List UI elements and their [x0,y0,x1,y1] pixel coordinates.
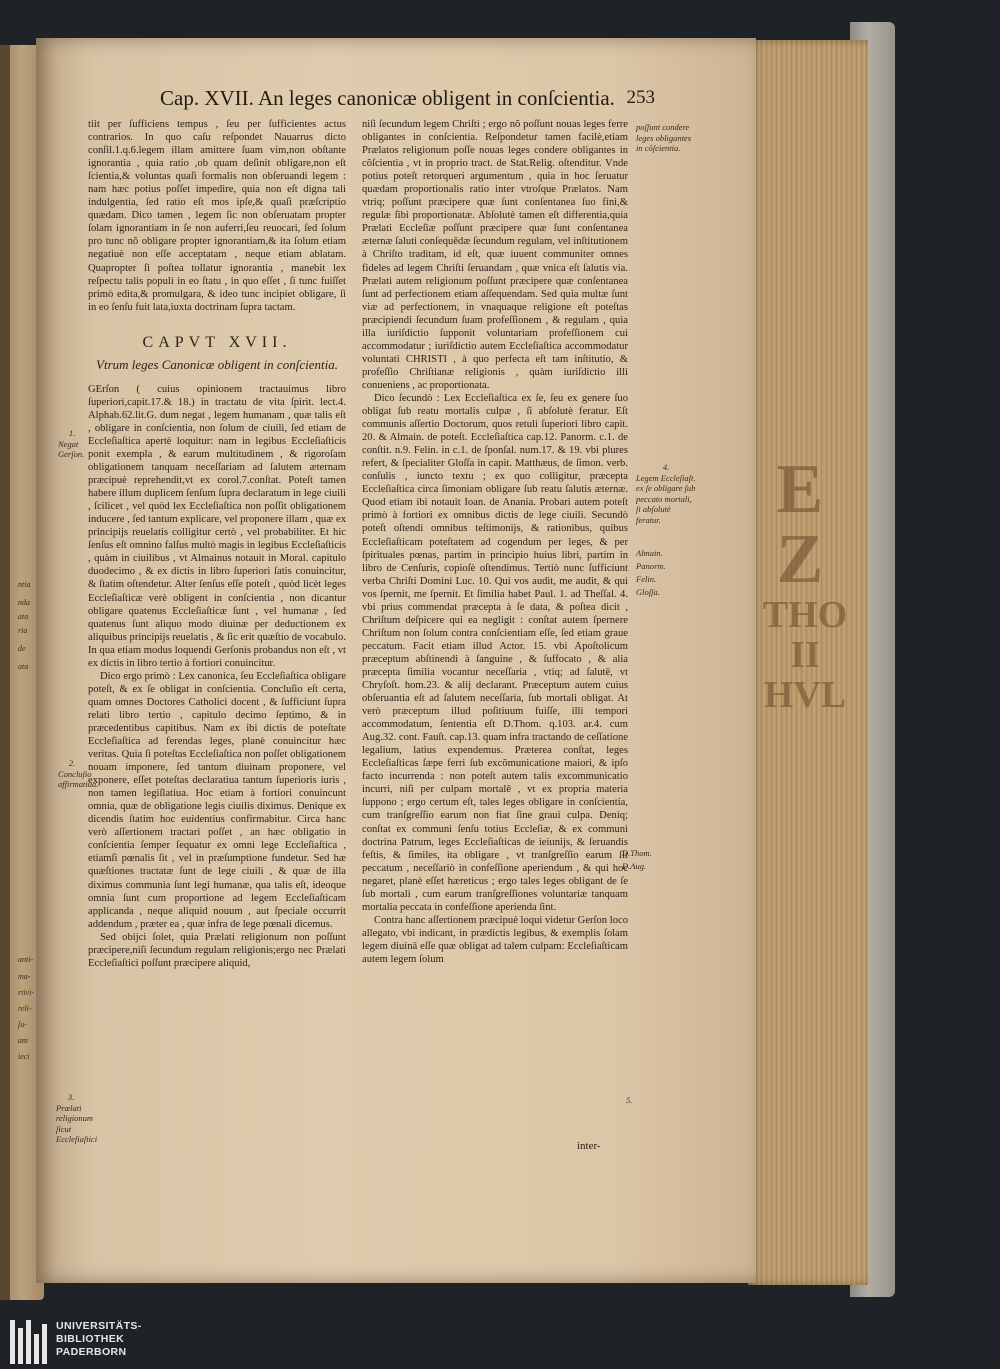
facing-page-fragment: ria [18,626,28,635]
running-header [160,86,680,110]
text-column-left [88,118,346,970]
text-column-right [362,118,628,966]
facing-page-fragment: ata [18,662,29,671]
facing-page-fragment: ieci [18,1052,30,1061]
facing-page-fragment: am [18,1036,28,1045]
margin-note: D.Thom. [622,848,652,858]
facing-page-fragment: nda [18,598,30,607]
facing-page-fragment: ma- [18,972,31,981]
bleed-through-lettering: E Z THO II HVL [762,451,848,716]
margin-note: poſſunt condere leges obligantes in cõſcientia. [636,122,692,153]
library-name: UNIVERSITÄTS- BIBLIOTHEK PADERBORN [56,1320,142,1358]
chapter-subtitle: Vtrum leges Canonicæ obligent in conſcientia. [96,356,338,372]
facing-page-fragment: reli- [18,1004,32,1013]
margin-note: Gloſſa. [636,587,660,597]
facing-page-fragment: anti- [18,955,34,964]
facing-page-fragment: rtivi- [18,988,34,997]
margin-note: D.Aug. [622,861,647,871]
margin-note: 5. [626,1095,633,1105]
library-logo-icon [10,1318,50,1364]
margin-note: Panorm. [636,561,666,571]
paragraph: Dico ergo primò : Lex canonica, ſeu Eccleſiaſtica obligare poteſt, & ex ſe obligat in conſcientia. Concluſio eſt certa, quam omnes Doctores Catholici docent , & ſufficiunt ſupra relati libro tertio , capitulo decimo ſeptimo, & in præcedentibus capitibus. Nam ex ibi dictis de poteſtate Eccleſiaſtica ad ferendas leges, planè conuincitur hæc veritas. Quia ſi poteſtas Eccleſiaſtica non poſſet obligationem nouam imponere, ſed tantum diuinam proponere, vel exponere, eſſet poteſtas declaratiua tantum ſuperioris iuris , non tamen legiſlatiua. Hoc etiam à fortiori conuincunt omnia, quæ de obligatione legis ciuilis diximus. Denique ex dicendis ſtatim hoc euidentius confirmabitur. Circa hanc verò aſſertionem tractari poſſet , an hæc obligatio in conſcientia ſemper ſequatur ex omni lege Eccleſiaſtica , etiamſi pœnalis ſit , vel in præſumptione fundetur. Sed hæ quæſtiones tractatæ ſunt de lege ciuili , & quæ de illa diximus communia ſunt legi humanæ, qua talis eſt, ideoque omnia ſunt cum proportione ad legem Eccleſiaſticam applicanda , neque aliquid nouum , aut ſpeciale occurrit addendum , præter ea , quæ infra de lege pœnali dicemus. [88,670,346,930]
facing-page-fragment: ntia [18,580,31,589]
margin-note: 1. Negat Gerſon. [58,428,85,459]
margin-note: 3. Prælati religionum ſicut Eccleſiaſtici [56,1092,98,1144]
facing-page-gutter [0,45,10,1300]
paragraph: niſi ſecundum legem Chriſti ; ergo nõ poſſunt nouas leges ferre obligantes in conſcientia. Reſpondetur tamen facilè,etiam Prælatos religionum poſſe nouas leges condere obligantes in cõſcientia , vt in proprio tract. de Stat.Relig. oſtenditur. Vnde potius poteſt retorqueri argumentum , quia in hoc ſeruatur quædam proportionalis ratio inter vtroſque Prælatos. Nam vtriq; poſſunt præcipere quæ ſunt conſentanea ſuo fini,& regulæ ſibi proportionatæ. Abſolutè tamen eſt differentia,quia Prælati Eccleſiæ poſſunt præcipere quæ ſunt conſentanea æternæ ſaluti conſequēdæ ſecundum regulam, vel inſtitutionem à Chriſto traditam, id eſt, quæ iuuent communiter omnes fideles ad legem Chriſti ſeruandam , quæ vnica eſt ſalutis via. Prælati autem religionum poſſunt præcipere quæ conſentanea ſunt ad perfectionem etiam aſſequendam. Sed quia multæ ſunt viæ ad perfectionem, in vnaquaque religione eſt poteſtas præcipiendi ſecundum ſuam profeſſionem , & regulam , quia illa iuriſdictio ſupponit voluntariam profeſſionem cui accommodatur ; iuriſdictio autem Eccleſiaſtica accommodatur voluntati CHRISTI , à quo perfecta eſt tam inſtitutio, & profeſſio Chriſtianæ religionis , quàm iuriſdictio illi conueniens , ac proportionata. [362,119,628,391]
paragraph: GErſon ( cuius opinionem tractauimus libro ſuperiori,capit.17.& 18.) in tractatu de vita ſpirit. lect.4. Alphab.62.lit.G. dum negat , legem humanam , quæ talis eſt , obligare in conſcientia, non ſolum de ciuili, ſed etiam de Eccleſiaſtica apertè loquitur: nam in legibus Eccleſiaſticis ponit exempla , & earum multitudinem , & rigoroſam obligationem tanquam neceſſariam ad ſalutem æternam præcipuè reprehendit,vt ex corol.7.conſtat. Poteſt tamen habere illum duplicem ſenſum ſupra declaratum in lege ciuili , ſcilicet , vel quòd lex Eccleſiaſtica non poſſit obligationem inducere , ſed tantum explicare, vel proponere illam , quæ ex principijs reuelatis colligitur certò , vel probabiliter. Et hic ſenſus eſt omnino falſus multò magis in legibus Eccleſiaſticis , quàm in ciuilibus , vt Almainus notauit in Moral. capitulo duodecimo , & ex dictis in libro ſuperiori ſatis conuincitur, & ſtatim oſtendetur. Alter ſenſus eſſe poteſt , quòd licèt leges Eccleſiaſticæ verè obligent in conſcientia , non dicantur obligare quatenus Eccleſiaſticæ ſunt , vel humanæ , ſed quatenus ſunt aliquo modo diuinæ per deductionem ex aliquibus principijs reuelatis , & ſic erit quæſtio de vocabulo. In qua etiam modus loquendi Gerſonis probandus non eſt , vt ex dictis in libro tertio à fortiori conuincitur. [88,383,346,669]
running-title: Cap. XVII. An leges canonicæ obligent in conſcientia. [160,86,615,110]
paragraph: Contra hanc aſſertionem præcipuè loqui videtur Gerſon loco allegato, vbi indicant, in prædictis legibus, & exemplis ſolam legem diuinā eſſe quæ obligat ad talem culpam: Eccleſiaſticam autem legem ſolum [362,914,628,965]
paragraph: Sed obijci ſolet, quia Prælati religionum non poſſunt præcipere,niſi ſecundum regulam religionis;ergo nec Prælati Eccleſiaſtici poſſunt præcipere aliquid, [88,931,346,969]
facing-page-fragment: ata [18,612,29,621]
margin-note: Felin. [636,574,657,584]
margin-note: 4. Legem Eccleſiaſt. ex ſe obligare ſub peccato mortali, ſi abſolutè feratur. [636,462,696,525]
facing-page-fragment: de [18,644,26,653]
paragraph: tiit per ſufficiens tempus , ſeu per ſufficientes actus contrarios. In quo caſu reſpondet Nauarrus dicto conſil.1.q.6.legem illam amittere ſuam vim,non obſtante ignorantia , quia ratio ,ob quam deſinit obligare,non eſt ſcientia,& voluntas quaſi formalis non obſeruandi legem : nam hæc potius poſſet impedire, quia non eſt digna tali indulgentia, ſed ratio eſt mos ipſe,& quaſi præſcriptio quædam. Dico tamen , legem ſic non obſeruatam propter ſolam ignorantiam in ſe non auferri,ſeu reuocari, ſed ſolum pro tunc nõ obligare propter ignorantiam,& ita ſolum etiam negatiuè non eſſe acceptatam , neque etiam ablatam. Quapropter ſi poſtea tollatur ignorantia , manebit lex reſpectu talis populi in eo ſtatu , in quo eſſet , ſi tunc fuiſſet primò edita,& promulgara, & ideo tunc incipiet obligare, ſi in eo ſenſu fuit lata,iuxta doctrinam ſupra tactam. [88,119,346,313]
catchword: inter- [577,1140,601,1152]
paragraph: Dico ſecundò : Lex Eccleſiaſtica ex ſe, ſeu ex genere ſuo obligat ſub reatu mortalis culpæ , ſi abſolutè feratur. Eſt communis aſſertio Doctorum, quos retuli ſuperiori libro capit. 20. & Almain. de poteſt. Eccleſiaſtica cap.12. Panorm. c.1. de conſtit. n.9. Felin. in c.1. de ſponſal. num.17. & 19. vbi plures refert, & ſpecialiter Gloſſa in capit. Matthæus, de ſimon. verb. conſulis , iuncto textu ; ex quo colligitur, præcepta Eccleſiaſtica circa ſimoniam obligare ſub reatu ſalutis æternæ. Quod etiam ibi notauit Ioan. de Anania. Probari autem poteſt primò à fortiori ex omnibus dictis de lege ciuili. Secundò poteſt oſtendi omnibus teſtimonijs, & rationibus, quibus Eccleſiaſticam poteſtatem ad cogendum per leges, & per ſpirituales pœnas, partim in principio huius libri, partim in libro de Cenſuris, copioſè oſtendimus. Tertiò nunc ſufficiunt verba Chriſti Domini Luc. 10. Qui vos audit, me audit, & qui vos ſpernit, me ſpernit. Et ſimilia habet Paul. 1. ad Theſſal. 4. vbi prius commendat præcepta à ſe data, & poſtea dicit , Chriſtum deſpicere qui ea negligit : conſtat autem ſpernere Chriſtum non ſolum contra conſcientiam eſſe, ſed etiam graue peccatum. Facit etiam illud Actor. 15. vbi Apoſtolicum præceptum abſtinendi à ſanguine , & ſuffocato , & alia præcepta ſimilia vocantur neceſſaria , vtiq; ad ſalutē, vt Chryſoſt. hom.23. & alij declarant. Præceptum autem cuius obſeruantia eſt ad ſalutem neceſſaria, ſub mortali obligat. At verò præceptum illud poſitiuum fuiſſe, illi tempori accommodatum, ſententia eſt D.Thom. q.103. ar.4. cum Aug.32. cont. Fauſt. cap.13. quam infra tractando de ceſſatione legalium, latius expendemus. Præterea conſtat, leges Eccleſiaſticas ſæpe ferri ſub excõmunicatione maiori, & ipſo facto incurrenda : non poteſt autem talis excommunicatio incurri, niſi per culpam mortalē , vt ex propria materia ſuppono ; ergo certum eſt, tales leges obligare in conſcientia, cum tranſgreſſio earum non fiat ſine graui culpa. Deniq; conſtat ex communi ſenſu totius Eccleſiæ, & ex communi doctrina Patrum, leges Eccleſiaſticas de ieiunijs, & ſeruandis feſtis, & ſimiles, ita obligare , vt tranſgreſſio earum ſit peccatum , neceſſariò in confeſſione aperiendum , & qui hoc negaret, planè eſſet hæreticus ; ergo tales leges obligant de ſe ſub mortali , cum earum tranſgreſſiones voluntariæ tanquam mortalia peccata in confeſſione aperienda ſint. [362,392,628,913]
facing-page-fragment: ſu- [18,1020,27,1029]
page-number: 253 [626,87,655,108]
chapter-heading: CAPVT XVII. [142,333,292,351]
margin-note: 2. Concluſio affirmatiua. [58,758,99,789]
margin-note: Almain. [636,548,663,558]
